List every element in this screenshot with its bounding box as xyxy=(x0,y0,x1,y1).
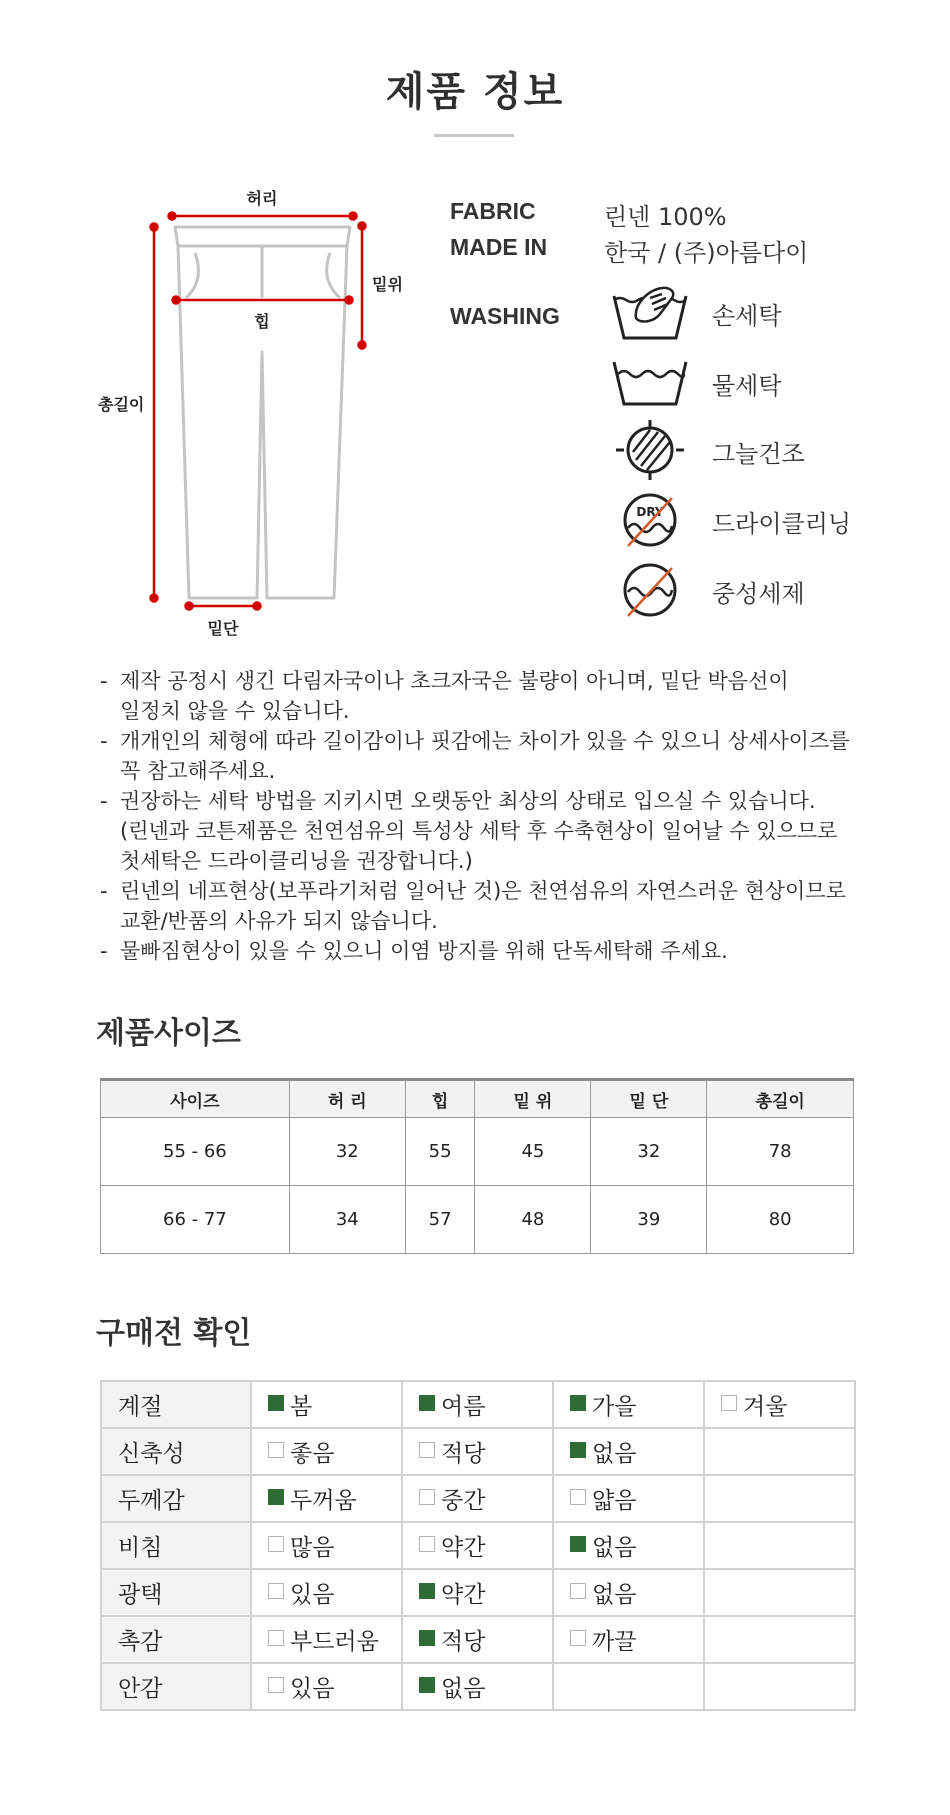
check-option-label: 중간 xyxy=(441,1488,486,1514)
unchecked-box-icon xyxy=(268,1442,284,1458)
size-header-cell: 사이즈 xyxy=(101,1080,290,1118)
size-table xyxy=(100,1078,854,1254)
check-option-label: 있음 xyxy=(290,1676,335,1702)
check-option-cell xyxy=(251,1616,402,1663)
checked-box-icon xyxy=(419,1630,435,1646)
check-option-label: 적당 xyxy=(441,1629,486,1655)
check-option-label: 겨울 xyxy=(743,1394,788,1420)
fabric-key: FABRIC xyxy=(450,198,536,224)
checked-box-icon xyxy=(570,1536,586,1552)
size-cell: 34 xyxy=(289,1186,405,1254)
note-item: - 물빠짐현상이 있을 수 있으니 이염 방지를 위해 단독세탁해 주세요. xyxy=(100,939,728,963)
check-option-cell xyxy=(402,1569,553,1616)
wash-item-shade-dry xyxy=(610,420,930,480)
check-category: 비침 xyxy=(101,1522,251,1569)
check-section-title: 구매전 확인 xyxy=(96,1316,252,1351)
water-wash-icon xyxy=(610,352,690,412)
check-option-cell xyxy=(251,1475,402,1522)
water-wash-label: 물세탁 xyxy=(712,372,782,400)
check-option-cell xyxy=(402,1663,553,1710)
check-option-cell xyxy=(704,1569,855,1616)
size-cell: 55 xyxy=(405,1118,475,1186)
madein-value: 한국 / (주)아름다이 xyxy=(604,239,809,267)
checked-box-icon xyxy=(419,1677,435,1693)
check-option-label: 없음 xyxy=(592,1535,637,1561)
unchecked-box-icon xyxy=(570,1583,586,1599)
page-title: 제품 정보 xyxy=(385,68,565,115)
fabric-value: 린넨 100% xyxy=(604,203,727,231)
unchecked-box-icon xyxy=(268,1583,284,1599)
check-option-label: 있음 xyxy=(290,1582,335,1608)
neutral-detergent-label: 중성세제 xyxy=(712,580,805,608)
wash-item-water-wash xyxy=(610,352,930,412)
svg-text:DRY: DRY xyxy=(636,505,664,519)
check-option-cell xyxy=(553,1522,704,1569)
size-cell: 80 xyxy=(707,1186,854,1254)
hem-label: 밑단 xyxy=(207,619,239,638)
unchecked-box-icon xyxy=(268,1630,284,1646)
wash-item-hand-wash xyxy=(610,282,930,342)
washing-key: WASHING xyxy=(450,303,560,329)
care-notes xyxy=(100,666,900,966)
size-header-cell: 총길이 xyxy=(707,1080,854,1118)
check-option-cell xyxy=(553,1428,704,1475)
shade-dry-label: 그늘건조 xyxy=(712,440,805,468)
check-option-cell xyxy=(251,1522,402,1569)
checked-box-icon xyxy=(268,1489,284,1505)
check-option-label: 부드러움 xyxy=(290,1629,379,1655)
size-cell: 57 xyxy=(405,1186,475,1254)
check-option-cell xyxy=(704,1428,855,1475)
check-option-cell xyxy=(402,1522,553,1569)
check-category: 촉감 xyxy=(101,1616,251,1663)
check-option-cell xyxy=(553,1381,704,1428)
check-option-cell xyxy=(704,1475,855,1522)
check-option-cell xyxy=(402,1381,553,1428)
wash-item-dry-clean xyxy=(610,490,930,550)
unchecked-box-icon xyxy=(419,1442,435,1458)
size-cell: 66 - 77 xyxy=(101,1186,290,1254)
unchecked-box-icon xyxy=(419,1536,435,1552)
checked-box-icon xyxy=(570,1395,586,1411)
rise-label: 밑위 xyxy=(372,275,403,294)
size-header-cell: 밑 위 xyxy=(475,1080,591,1118)
shade-dry-icon xyxy=(610,420,690,480)
check-option-label: 많음 xyxy=(290,1535,335,1561)
wash-item-neutral-detergent xyxy=(610,560,930,620)
table-row xyxy=(101,1186,854,1254)
check-option-label: 두꺼움 xyxy=(290,1488,357,1514)
check-option-label: 약간 xyxy=(441,1535,486,1561)
check-option-cell xyxy=(251,1663,402,1710)
check-category: 광택 xyxy=(101,1569,251,1616)
unchecked-box-icon xyxy=(721,1395,737,1411)
unchecked-box-icon xyxy=(268,1677,284,1693)
hand-wash-label: 손세탁 xyxy=(712,302,782,330)
check-option-label: 적당 xyxy=(441,1441,486,1467)
size-header-cell: 힙 xyxy=(405,1080,475,1118)
check-row xyxy=(101,1663,855,1710)
size-cell: 32 xyxy=(591,1118,707,1186)
check-option-label: 가을 xyxy=(592,1394,637,1420)
unchecked-box-icon xyxy=(268,1536,284,1552)
size-table-header xyxy=(101,1080,854,1118)
check-option-label: 없음 xyxy=(592,1582,637,1608)
title-divider xyxy=(434,134,514,137)
check-option-cell xyxy=(251,1428,402,1475)
check-option-label: 얇음 xyxy=(592,1488,637,1514)
size-header-cell: 밑 단 xyxy=(591,1080,707,1118)
checked-box-icon xyxy=(419,1583,435,1599)
check-option-cell xyxy=(704,1616,855,1663)
check-option-label: 여름 xyxy=(441,1394,486,1420)
check-option-cell xyxy=(402,1475,553,1522)
check-option-cell xyxy=(251,1381,402,1428)
unchecked-box-icon xyxy=(570,1630,586,1646)
check-option-cell xyxy=(704,1663,855,1710)
check-row xyxy=(101,1522,855,1569)
check-option-label: 봄 xyxy=(290,1394,313,1420)
size-cell: 48 xyxy=(475,1186,591,1254)
note-item: - 개개인의 체형에 따라 길이감이나 핏감에는 차이가 있을 수 있으니 상세사이즈를 꼭 참고해주세요. xyxy=(100,729,850,783)
check-row xyxy=(101,1475,855,1522)
note-item: - 제작 공정시 생긴 다림자국이나 초크자국은 불량이 아니며, 밑단 박음선이 일정치 않을 수 있습니다. xyxy=(100,669,789,723)
check-category: 계절 xyxy=(101,1381,251,1428)
check-option-cell xyxy=(553,1663,704,1710)
length-label: 총길이 xyxy=(98,395,145,414)
check-option-cell xyxy=(402,1616,553,1663)
size-cell: 39 xyxy=(591,1186,707,1254)
note-item: - 권장하는 세탁 방법을 지키시면 오랫동안 최상의 상태로 입으실 수 있습니다. (린넨과 코튼제품은 천연섬유의 특성상 세탁 후 수축현상이 일어날 수 있으므로 첫세탁은 드라이클리닝을 권장합니다.) xyxy=(100,789,838,873)
check-table-body xyxy=(101,1381,855,1710)
dry-clean-icon xyxy=(610,490,690,550)
check-category: 두께감 xyxy=(101,1475,251,1522)
hand-wash-icon xyxy=(610,282,690,342)
table-row xyxy=(101,1118,854,1186)
check-row xyxy=(101,1428,855,1475)
check-table xyxy=(100,1380,856,1711)
pants-outline xyxy=(175,227,350,598)
check-row xyxy=(101,1616,855,1663)
check-option-cell xyxy=(553,1569,704,1616)
check-row xyxy=(101,1569,855,1616)
check-row xyxy=(101,1381,855,1428)
size-cell: 45 xyxy=(475,1118,591,1186)
check-option-cell xyxy=(402,1428,553,1475)
waist-label: 허리 xyxy=(246,189,278,208)
check-category: 신축성 xyxy=(101,1428,251,1475)
check-option-cell xyxy=(553,1616,704,1663)
hip-label: 힙 xyxy=(254,312,270,331)
pants-measurement-diagram xyxy=(90,180,430,650)
checked-box-icon xyxy=(570,1442,586,1458)
checked-box-icon xyxy=(419,1395,435,1411)
check-option-label: 약간 xyxy=(441,1582,486,1608)
dry-clean-label: 드라이클리닝 xyxy=(712,510,852,538)
madein-key: MADE IN xyxy=(450,234,548,260)
check-option-cell xyxy=(704,1381,855,1428)
check-option-cell xyxy=(251,1569,402,1616)
check-option-label: 좋음 xyxy=(290,1441,335,1467)
checked-box-icon xyxy=(268,1395,284,1411)
check-option-label: 까끌 xyxy=(592,1629,637,1655)
check-option-cell xyxy=(553,1475,704,1522)
check-option-label: 없음 xyxy=(441,1676,486,1702)
size-cell: 32 xyxy=(289,1118,405,1186)
size-cell: 78 xyxy=(707,1118,854,1186)
check-option-cell xyxy=(704,1522,855,1569)
check-category: 안감 xyxy=(101,1663,251,1710)
check-option-label: 없음 xyxy=(592,1441,637,1467)
size-header-cell: 허 리 xyxy=(289,1080,405,1118)
unchecked-box-icon xyxy=(570,1489,586,1505)
size-cell: 55 - 66 xyxy=(101,1118,290,1186)
neutral-detergent-icon xyxy=(610,560,690,620)
note-item: - 린넨의 네프현상(보푸라기처럼 일어난 것)은 천연섬유의 자연스러운 현상이므로 교환/반품의 사유가 되지 않습니다. xyxy=(100,879,846,933)
size-section-title: 제품사이즈 xyxy=(96,1016,241,1051)
unchecked-box-icon xyxy=(419,1489,435,1505)
